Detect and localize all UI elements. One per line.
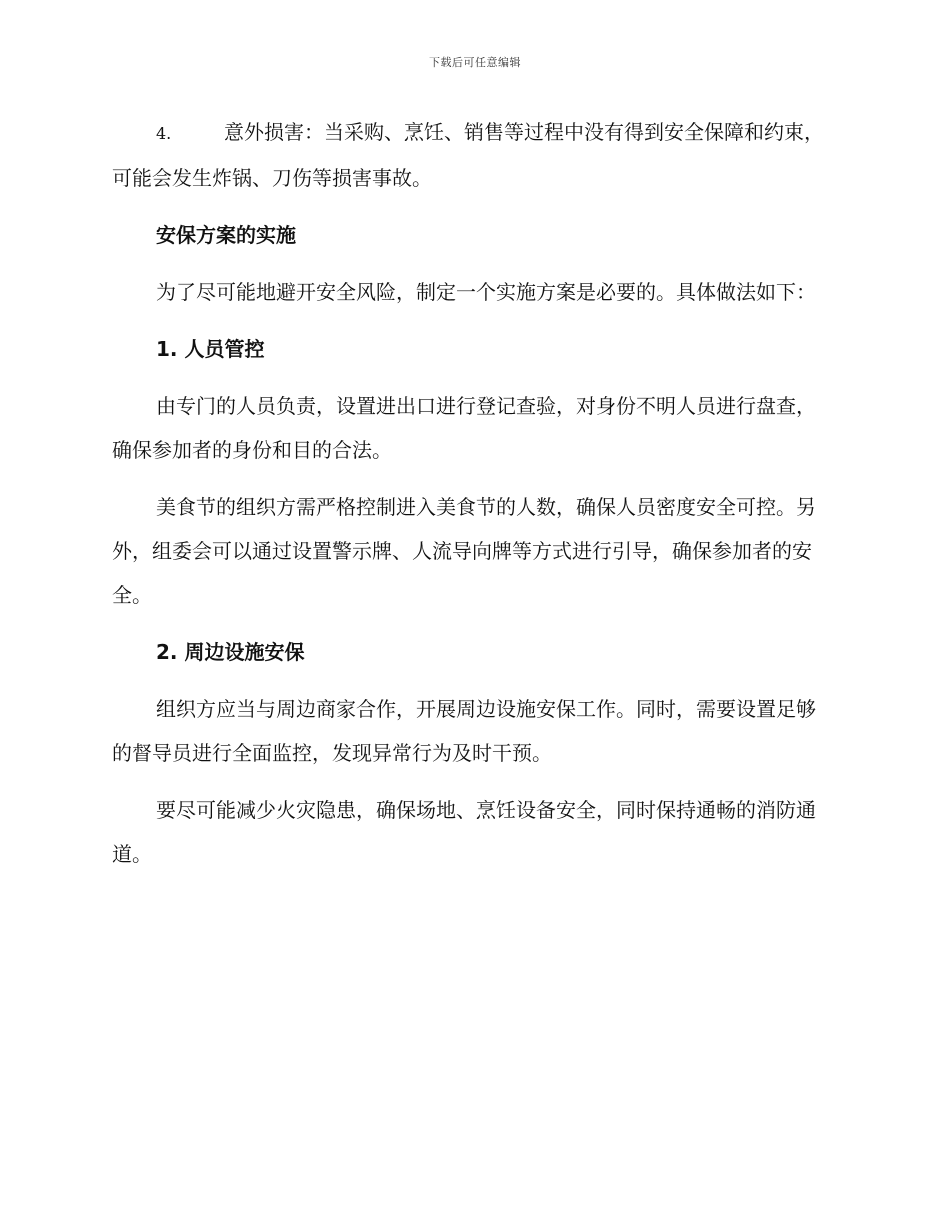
list-item-number: 4.: [156, 124, 172, 143]
subsection-heading-personnel: 1. 人员管控: [156, 337, 265, 361]
paragraph-personnel-1: 由专门的人员负责，设置进出口进行登记查验，对身份不明人员进行盘查，确保参加者的身份和目的合法。: [112, 394, 816, 462]
section-heading: 安保方案的实施: [156, 223, 296, 247]
section-intro: 为了尽可能地避开安全风险，制定一个实施方案是必要的。具体做法如下：: [156, 280, 816, 304]
paragraph-facilities-1: 组织方应当与周边商家合作，开展周边设施安保工作。同时，需要设置足够的督导员进行全面监控，发现异常行为及时干预。: [112, 697, 816, 765]
page-header: 下载后可任意编辑: [429, 56, 521, 69]
document-body: [112, 110, 832, 889]
list-item-text: 意外损害：当采购、烹饪、销售等过程中没有得到安全保障和约束，可能会发生炸锅、刀伤等损害事故。: [112, 120, 824, 190]
paragraph-facilities-2: 要尽可能减少火灾隐患，确保场地、烹饪设备安全，同时保持通畅的消防通道。: [112, 798, 816, 866]
subsection-heading-facilities: 2. 周边设施安保: [156, 640, 305, 664]
list-item-4: [112, 110, 832, 200]
paragraph-personnel-2: 美食节的组织方需严格控制进入美食节的人数，确保人员密度安全可控。另外，组委会可以通过设置警示牌、人流导向牌等方式进行引导，确保参加者的安全。: [112, 495, 816, 607]
